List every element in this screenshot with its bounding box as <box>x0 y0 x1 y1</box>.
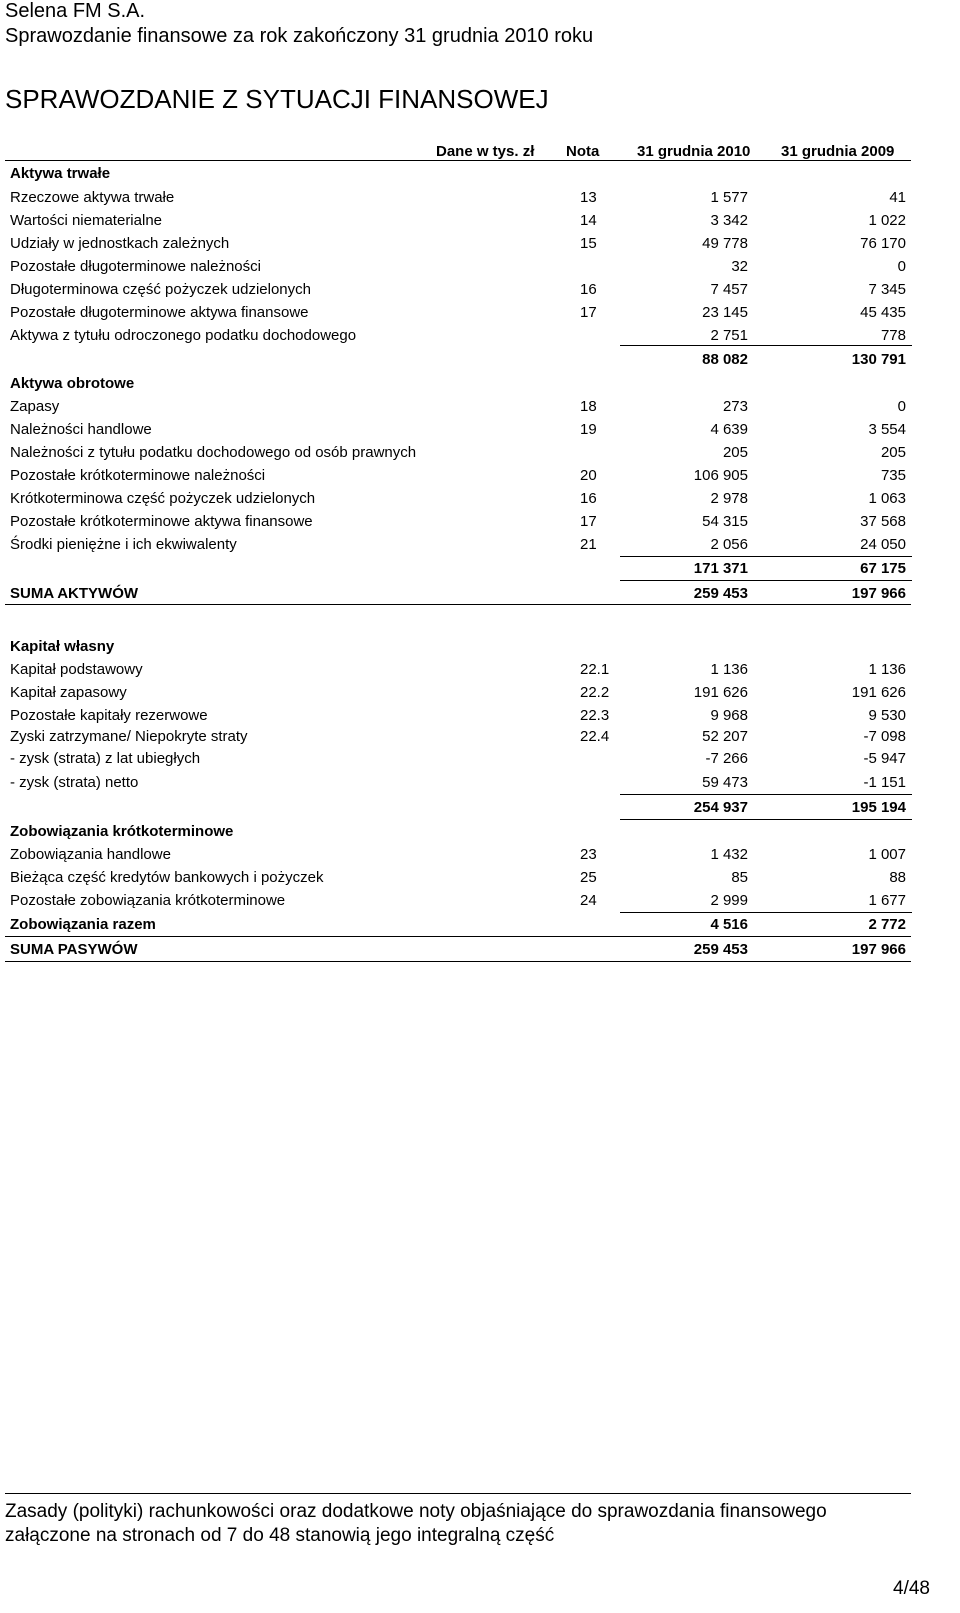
value-2009: 197 966 <box>851 941 906 958</box>
table-row <box>10 511 938 533</box>
row-label: SUMA PASYWÓW <box>10 941 138 958</box>
table-row <box>10 302 938 324</box>
row-label: Kapitał podstawowy <box>10 661 143 678</box>
rule-line <box>620 794 912 795</box>
value-2009: 2 772 <box>868 916 906 933</box>
col-2009-header: 31 grudnia 2009 <box>781 143 895 160</box>
header-rule <box>5 160 911 161</box>
rule-line <box>620 580 912 581</box>
table-row <box>10 256 938 278</box>
row-note: 23 <box>580 846 597 863</box>
value-2010: 106 905 <box>693 467 748 484</box>
value-2010: 259 453 <box>693 941 748 958</box>
table-row <box>10 636 938 658</box>
note-header: Nota <box>566 143 600 160</box>
value-2010: 2 999 <box>710 892 748 909</box>
rule-line <box>5 961 911 962</box>
row-note: 22.4 <box>580 728 610 745</box>
table-row <box>10 772 938 794</box>
value-2009: 67 175 <box>860 560 906 577</box>
row-label: Bieżąca część kredytów bankowych i pożyczek <box>10 869 324 886</box>
value-2010: 23 145 <box>702 304 748 321</box>
value-2009: 1 063 <box>868 490 906 507</box>
table-row <box>10 419 938 441</box>
value-2010: 85 <box>731 869 748 886</box>
row-label: Pozostałe krótkoterminowe należności <box>10 467 266 484</box>
value-2010: 1 136 <box>710 661 748 678</box>
footer-line-1: Zasady (polityki) rachunkowości oraz dodatkowe noty objaśniające do sprawozdania finansowego <box>5 1501 827 1522</box>
footer-rule <box>5 1493 911 1494</box>
table-row <box>10 488 938 510</box>
rule-line <box>620 819 912 820</box>
table-row <box>10 349 938 371</box>
row-label: Pozostałe zobowiązania krótkoterminowe <box>10 892 286 909</box>
table-row <box>10 939 938 961</box>
row-label: Zobowiązania krótkoterminowe <box>10 823 234 840</box>
value-2010: 1 577 <box>710 189 748 206</box>
row-note: 17 <box>580 513 597 530</box>
value-2010: 1 432 <box>710 846 748 863</box>
value-2009: 24 050 <box>860 536 906 553</box>
table-row <box>10 705 938 727</box>
row-label: Środki pieniężne i ich ekwiwalenty <box>10 536 237 553</box>
rule-line <box>5 604 911 605</box>
row-note: 13 <box>580 189 597 206</box>
value-2010: -7 266 <box>705 750 748 767</box>
page-number: 4/48 <box>893 1578 930 1599</box>
table-row <box>10 914 938 936</box>
row-note: 22.2 <box>580 684 610 701</box>
table-row <box>10 210 938 232</box>
value-2010: 273 <box>722 398 748 415</box>
table-row <box>10 396 938 418</box>
rule-line <box>620 556 912 557</box>
value-2010: 54 315 <box>702 513 748 530</box>
row-label: SUMA AKTYWÓW <box>10 585 139 602</box>
row-label: Długoterminowa część pożyczek udzielonych <box>10 281 311 298</box>
value-2009: 37 568 <box>860 513 906 530</box>
value-2010: 59 473 <box>702 774 748 791</box>
row-note: 25 <box>580 869 597 886</box>
row-label: Kapitał zapasowy <box>10 684 127 701</box>
value-2009: 45 435 <box>860 304 906 321</box>
table-row <box>10 325 938 347</box>
value-2010: 88 082 <box>702 351 748 368</box>
row-label: Zyski zatrzymane/ Niepokryte straty <box>10 728 248 745</box>
table-row <box>10 890 938 912</box>
table-row <box>10 558 938 580</box>
value-2010: 2 056 <box>710 536 748 553</box>
row-note: 18 <box>580 398 597 415</box>
value-2009: 778 <box>880 327 906 344</box>
rule-line <box>620 345 912 346</box>
table-row <box>10 726 938 748</box>
row-note: 17 <box>580 304 597 321</box>
value-2010: 4 516 <box>710 916 748 933</box>
value-2009: 1 677 <box>868 892 906 909</box>
row-note: 14 <box>580 212 597 229</box>
row-note: 19 <box>580 421 597 438</box>
value-2009: 195 194 <box>851 799 906 816</box>
table-row <box>10 373 938 395</box>
row-label: Należności z tytułu podatku dochodowego od osób prawnych <box>10 444 417 461</box>
value-2010: 3 342 <box>710 212 748 229</box>
row-note: 15 <box>580 235 597 252</box>
value-2010: 191 626 <box>693 684 748 701</box>
value-2009: -7 098 <box>863 728 906 745</box>
table-row <box>10 534 938 556</box>
table-row <box>10 163 938 185</box>
value-2009: 735 <box>880 467 906 484</box>
row-note: 22.1 <box>580 661 610 678</box>
footer-line-2: załączone na stronach od 7 do 48 stanowią jego integralną część <box>5 1525 555 1546</box>
row-label: Aktywa trwałe <box>10 165 111 182</box>
table-row <box>10 748 938 770</box>
table-row <box>10 659 938 681</box>
value-2010: 52 207 <box>702 728 748 745</box>
value-2009: 9 530 <box>868 707 906 724</box>
company-name: Selena FM S.A. <box>5 0 146 22</box>
value-2009: -5 947 <box>863 750 906 767</box>
value-2010: 205 <box>722 444 748 461</box>
row-note: 16 <box>580 281 597 298</box>
row-label: Krótkoterminowa część pożyczek udzielonych <box>10 490 316 507</box>
row-label: Kapitał własny <box>10 638 115 655</box>
value-2010: 254 937 <box>693 799 748 816</box>
table-row <box>10 583 938 605</box>
value-2009: 1 022 <box>868 212 906 229</box>
table-row <box>10 187 938 209</box>
value-2009: 0 <box>897 398 906 415</box>
value-2009: 41 <box>889 189 906 206</box>
value-2009: 0 <box>897 258 906 275</box>
row-label: Aktywa z tytułu odroczonego podatku dochodowego <box>10 327 357 344</box>
value-2010: 32 <box>731 258 748 275</box>
table-row <box>10 844 938 866</box>
value-2010: 2 751 <box>710 327 748 344</box>
row-note: 24 <box>580 892 597 909</box>
value-2010: 49 778 <box>702 235 748 252</box>
row-note: 22.3 <box>580 707 610 724</box>
table-row <box>10 233 938 255</box>
value-2010: 9 968 <box>710 707 748 724</box>
value-2009: 88 <box>889 869 906 886</box>
row-label: Aktywa obrotowe <box>10 375 135 392</box>
row-label: Zapasy <box>10 398 60 415</box>
value-2009: 205 <box>880 444 906 461</box>
table-row <box>10 867 938 889</box>
row-label: - zysk (strata) netto <box>10 774 139 791</box>
value-2009: -1 151 <box>863 774 906 791</box>
value-2010: 171 371 <box>693 560 748 577</box>
value-2009: 1 007 <box>868 846 906 863</box>
col-2010-header: 31 grudnia 2010 <box>637 143 751 160</box>
rule-line <box>5 936 911 937</box>
row-label: Należności handlowe <box>10 421 152 438</box>
row-label: - zysk (strata) z lat ubiegłych <box>10 750 201 767</box>
row-label: Pozostałe długoterminowe aktywa finansowe <box>10 304 309 321</box>
page-title: SPRAWOZDANIE Z SYTUACJI FINANSOWEJ <box>5 84 549 114</box>
value-2009: 191 626 <box>851 684 906 701</box>
row-label: Udziały w jednostkach zależnych <box>10 235 230 252</box>
row-label: Pozostałe długoterminowe należności <box>10 258 261 275</box>
row-note: 16 <box>580 490 597 507</box>
table-row <box>10 821 938 843</box>
table-row <box>10 442 938 464</box>
row-note: 21 <box>580 536 597 553</box>
row-label: Pozostałe kapitały rezerwowe <box>10 707 208 724</box>
value-2010: 7 457 <box>710 281 748 298</box>
table-row <box>10 797 938 819</box>
row-label: Zobowiązania handlowe <box>10 846 171 863</box>
value-2009: 197 966 <box>851 585 906 602</box>
table-row <box>10 279 938 301</box>
rule-line <box>620 912 912 913</box>
value-2009: 76 170 <box>860 235 906 252</box>
value-2010: 4 639 <box>710 421 748 438</box>
unit-header: Dane w tys. zł <box>436 143 535 160</box>
table-row <box>10 682 938 704</box>
row-note: 20 <box>580 467 597 484</box>
value-2009: 130 791 <box>851 351 906 368</box>
table-row <box>10 465 938 487</box>
value-2010: 2 978 <box>710 490 748 507</box>
value-2009: 1 136 <box>868 661 906 678</box>
value-2009: 7 345 <box>868 281 906 298</box>
value-2009: 3 554 <box>868 421 906 438</box>
row-label: Rzeczowe aktywa trwałe <box>10 189 175 206</box>
value-2010: 259 453 <box>693 585 748 602</box>
row-label: Pozostałe krótkoterminowe aktywa finansowe <box>10 513 313 530</box>
report-subtitle: Sprawozdanie finansowe za rok zakończony 31 grudnia 2010 roku <box>5 25 594 47</box>
row-label: Zobowiązania razem <box>10 916 156 933</box>
row-label: Wartości niematerialne <box>10 212 162 229</box>
